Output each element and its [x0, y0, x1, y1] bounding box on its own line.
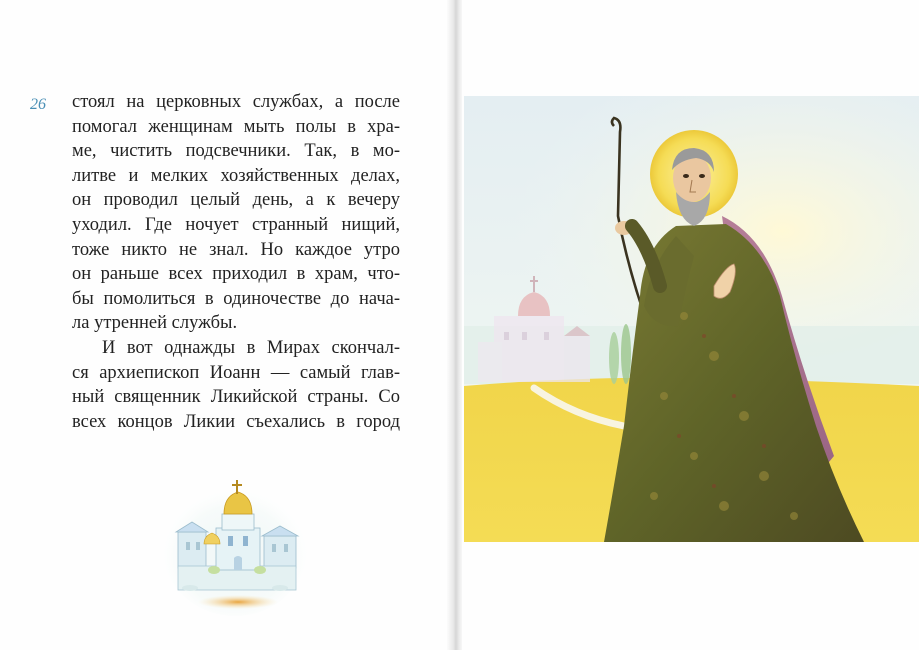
text-line: литве и мелких хозяйственных делах, — [72, 165, 400, 186]
text-line: ла утренней службы. — [72, 313, 238, 334]
text-line: тоже никто не знал. Но каждое утро — [72, 239, 400, 260]
text-line: он проводил целый день, а к вечеру — [72, 190, 400, 211]
text-line: всех концов Ликии съехались в город — [72, 411, 400, 432]
left-page — [0, 0, 452, 650]
text-line: ся архиепископ Иоанн — самый глав- — [72, 362, 400, 383]
page-number: 26 — [30, 96, 46, 113]
text-line: ный священник Ликийской страны. Со — [72, 387, 400, 408]
text-line: помогал женщинам мыть полы в хра- — [72, 116, 400, 137]
body-text — [72, 90, 400, 434]
text-line: уходил. Где ночует странный нищий, — [72, 214, 400, 235]
text-line: ме, чистить подсвечники. Так, в мо- — [72, 141, 400, 162]
text-line: стоял на церковных службах, а после — [72, 92, 400, 112]
saint-with-staff-illustration — [464, 96, 919, 542]
church-vignette-icon — [160, 470, 310, 620]
text-line: И вот однажды в Мирах скончал- — [102, 337, 400, 358]
text-line: бы помолиться в одиночестве до нача- — [72, 288, 400, 309]
text-line: он раньше всех приходил в храм, что- — [72, 264, 400, 285]
